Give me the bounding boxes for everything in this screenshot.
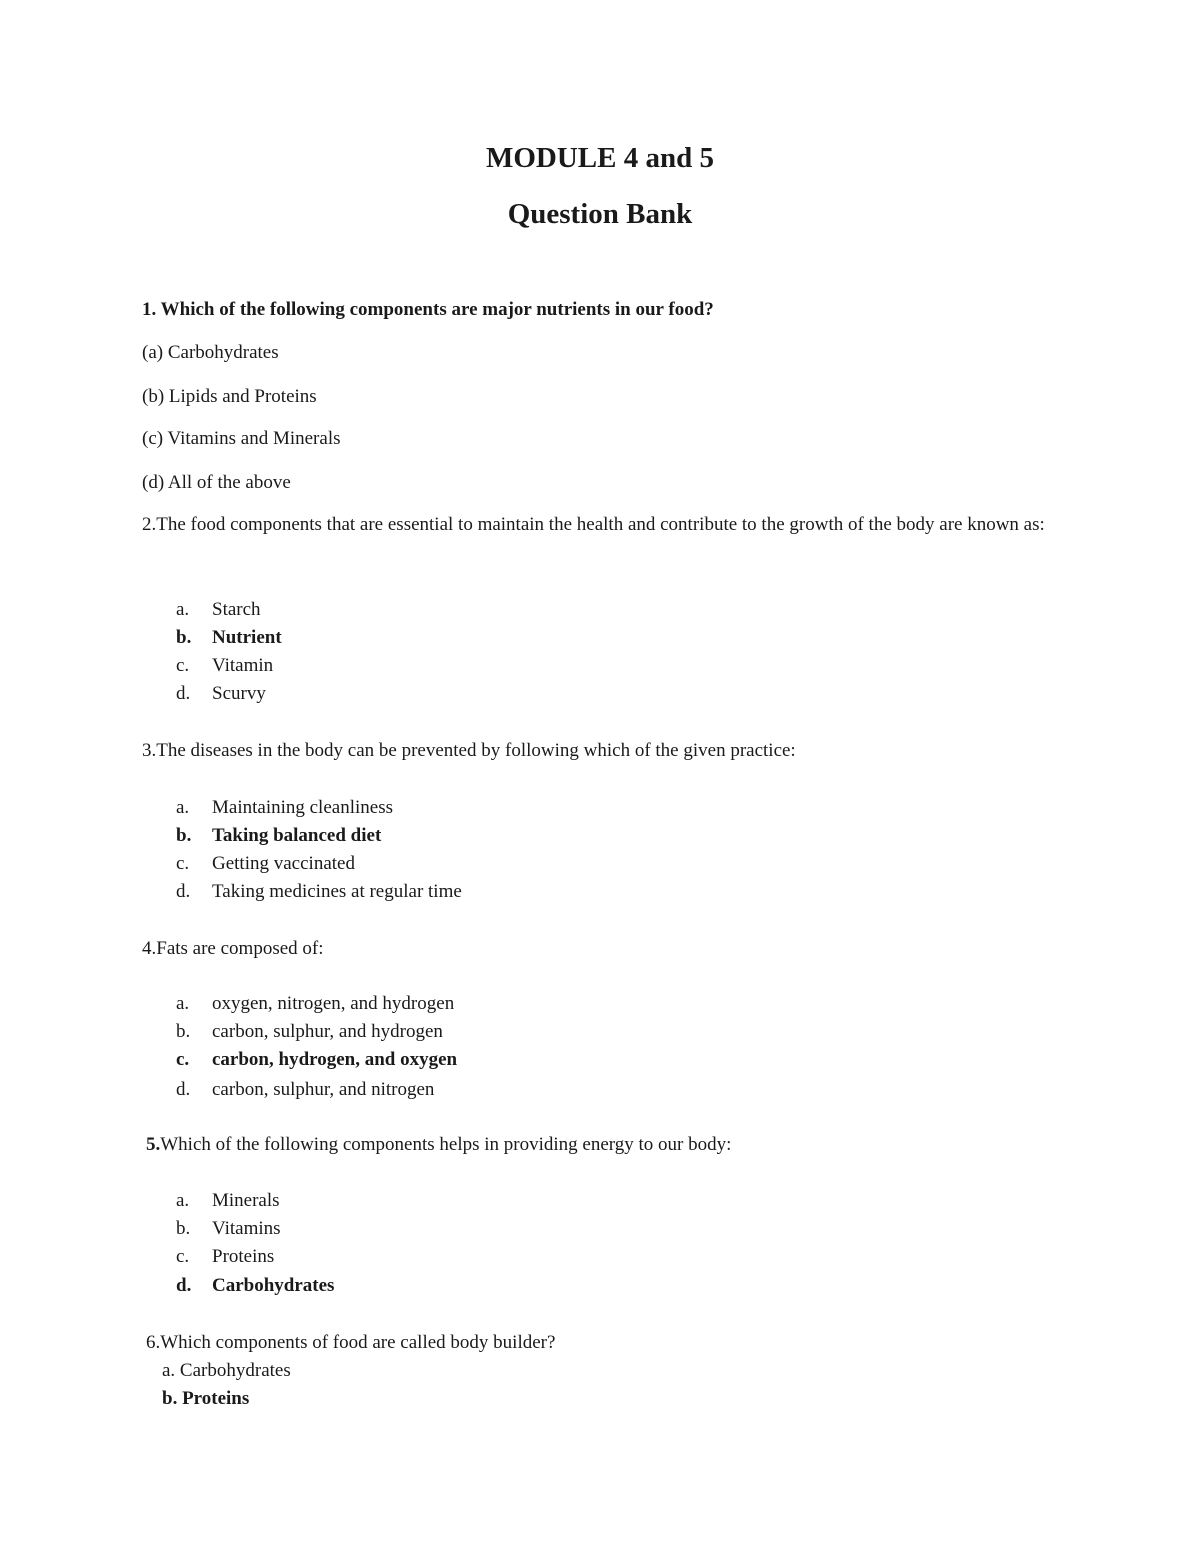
option-letter: a. <box>176 599 190 620</box>
option-text: Starch <box>212 599 261 620</box>
question-5 <box>146 1131 731 1159</box>
question-6: 6.Which components of food are called body builder? <box>146 1332 556 1353</box>
option-text: Scurvy <box>212 683 266 704</box>
question-4: 4.Fats are composed of: <box>142 938 324 959</box>
option-text: carbon, sulphur, and hydrogen <box>212 1021 443 1042</box>
q1-option-b: (b) Lipids and Proteins <box>142 386 317 407</box>
option-letter: d. <box>176 683 191 704</box>
option-letter: c. <box>176 853 190 874</box>
q1-option-d: (d) All of the above <box>142 472 291 493</box>
option-text: Minerals <box>212 1190 280 1211</box>
question-3: 3.The diseases in the body can be prevented by following which of the given practice: <box>142 740 796 761</box>
option-letter: c. <box>176 655 190 676</box>
question-number: 5. <box>146 1134 161 1155</box>
q6-option-b-answer: b. Proteins <box>162 1388 250 1409</box>
question-1: 1. Which of the following components are major nutrients in our food? <box>142 299 714 320</box>
option-text: Maintaining cleanliness <box>212 797 393 818</box>
option-letter: d. <box>176 1079 191 1100</box>
option-text: Taking balanced diet <box>212 825 382 846</box>
option-text: Proteins <box>212 1246 275 1267</box>
option-letter: b. <box>176 1021 191 1042</box>
option-letter: b. <box>176 1218 191 1239</box>
option-text: Carbohydrates <box>212 1275 335 1296</box>
option-text: Vitamin <box>212 655 274 676</box>
page-subtitle: Question Bank <box>507 198 693 230</box>
option-text: carbon, hydrogen, and oxygen <box>212 1049 458 1070</box>
option-text: oxygen, nitrogen, and hydrogen <box>212 993 455 1014</box>
option-text: Getting vaccinated <box>212 853 355 874</box>
option-text: Vitamins <box>212 1218 281 1239</box>
q6-option-a: a. Carbohydrates <box>162 1360 291 1381</box>
option-text: carbon, sulphur, and nitrogen <box>212 1079 435 1100</box>
option-letter: c. <box>176 1246 190 1267</box>
page-title: MODULE 4 and 5 <box>485 142 714 174</box>
option-text: Taking medicines at regular time <box>212 881 462 902</box>
option-letter: b. <box>176 825 192 846</box>
option-letter: a. <box>176 1190 190 1211</box>
option-letter: b. <box>176 627 192 648</box>
option-letter: d. <box>176 881 191 902</box>
question-2: 2.The food components that are essential to maintain the health and contribute to the growth of the body are known as: <box>142 514 1045 535</box>
q1-option-a: (a) Carbohydrates <box>142 342 279 363</box>
option-letter: d. <box>176 1275 192 1296</box>
option-letter: a. <box>176 993 190 1014</box>
q1-option-c: (c) Vitamins and Minerals <box>142 428 341 449</box>
option-text: Nutrient <box>212 627 282 648</box>
option-letter: a. <box>176 797 190 818</box>
question-text: Which of the following components helps in providing energy to our body: <box>160 1134 732 1155</box>
option-letter: c. <box>176 1049 190 1070</box>
